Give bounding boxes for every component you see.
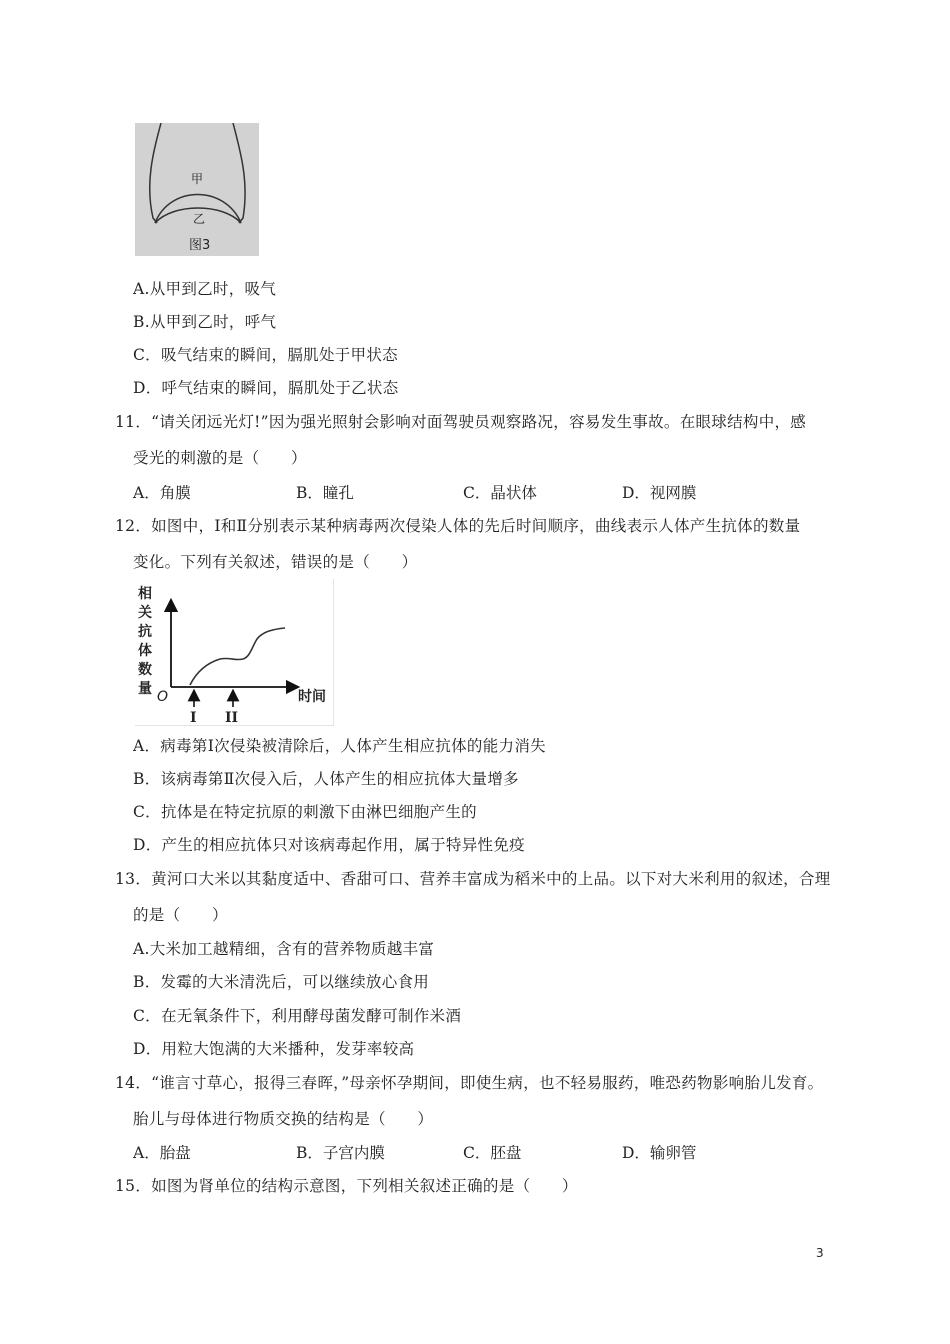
q13-option-d: D．用粒大饱满的大米播种，发芽率较高 — [133, 1040, 415, 1058]
q11-option-a: A．角膜 — [133, 484, 191, 502]
antibody-curve — [190, 628, 285, 685]
q14-stem-line1: 14．“谁言寸草心，报得三春晖，”母亲怀孕期间，即使生病，也不轻易服药，唯恐药物影响胎儿发育。 — [115, 1074, 824, 1092]
q13-stem-line2: 的是（ ） — [133, 906, 228, 924]
q11-stem-line2: 受光的刺激的是（ ） — [133, 449, 307, 467]
q13-option-c: C．在无氧条件下，利用酵母菌发酵可制作米酒 — [133, 1007, 462, 1025]
q10-option-d: D．呼气结束的瞬间，膈肌处于乙状态 — [133, 379, 399, 397]
q14-option-b: B．子宫内膜 — [296, 1144, 385, 1162]
figure-3-label-top: 甲 — [191, 172, 204, 186]
q12-stem-line1: 12．如图中，Ⅰ和Ⅱ分别表示某种病毒两次侵染人体的先后时间顺序，曲线表示人体产生抗体的数量 — [115, 517, 801, 535]
q14-option-c: C．胚盘 — [463, 1144, 522, 1162]
q12-option-b: B．该病毒第Ⅱ次侵入后，人体产生的相应抗体大量增多 — [133, 770, 519, 788]
q11-option-d: D．视网膜 — [622, 484, 697, 502]
q13-option-b: B．发霉的大米清洗后，可以继续放心食用 — [133, 973, 430, 991]
q10-option-c: C．吸气结束的瞬间，膈肌处于甲状态 — [133, 346, 398, 364]
q14-option-a: A．胎盘 — [133, 1144, 191, 1162]
y-label-char-3: 抗 — [138, 624, 152, 640]
q14-stem-line2: 胎儿与母体进行物质交换的结构是（ ） — [133, 1110, 434, 1128]
mark-2-label: II — [225, 710, 239, 725]
origin-label: O — [157, 689, 169, 705]
q11-option-c: C．晶状体 — [463, 484, 537, 502]
q12-option-d: D．产生的相应抗体只对该病毒起作用，属于特异性免疫 — [133, 836, 525, 854]
q11-option-b: B．瞳孔 — [296, 484, 354, 502]
q10-option-a: A.从甲到乙时，吸气 — [133, 280, 277, 298]
q14-option-d: D．输卵管 — [622, 1144, 697, 1162]
q12-stem-line2: 变化。下列有关叙述，错误的是（ ） — [133, 553, 418, 571]
q13-stem-line1: 13．黄河口大米以其黏度适中、香甜可口、营养丰富成为稻米中的上品。以下对大米利用的叙述，合理 — [115, 870, 831, 888]
mark-1-label: I — [190, 710, 197, 725]
y-label-char-2: 关 — [138, 605, 152, 621]
q13-option-a: A.大米加工越精细，含有的营养物质越丰富 — [133, 940, 435, 958]
figure-antibody-graph — [135, 579, 334, 726]
q11-stem-line1: 11．“请关闭远光灯!”因为强光照射会影响对面驾驶员观察路况，容易发生事故。在眼球结构中，感 — [115, 413, 807, 431]
y-label-char-4: 体 — [138, 643, 152, 659]
y-label-char-1: 相 — [138, 586, 152, 602]
y-label-char-6: 量 — [138, 681, 152, 697]
q12-option-c: C．抗体是在特定抗原的刺激下由淋巴细胞产生的 — [133, 803, 477, 821]
figure-3-diaphragm — [135, 123, 259, 256]
page-number: 3 — [816, 1246, 824, 1260]
q10-option-b: B.从甲到乙时，呼气 — [133, 313, 277, 331]
y-label-char-5: 数 — [138, 662, 152, 678]
figure-3-caption: 图3 — [189, 238, 211, 253]
x-axis-label: 时间 — [298, 689, 326, 705]
q15-stem-line1: 15．如图为肾单位的结构示意图，下列相关叙述正确的是（ ） — [115, 1177, 578, 1195]
q12-option-a: A．病毒第Ⅰ次侵染被清除后，人体产生相应抗体的能力消失 — [133, 737, 546, 755]
figure-3-label-bottom: 乙 — [193, 212, 206, 226]
